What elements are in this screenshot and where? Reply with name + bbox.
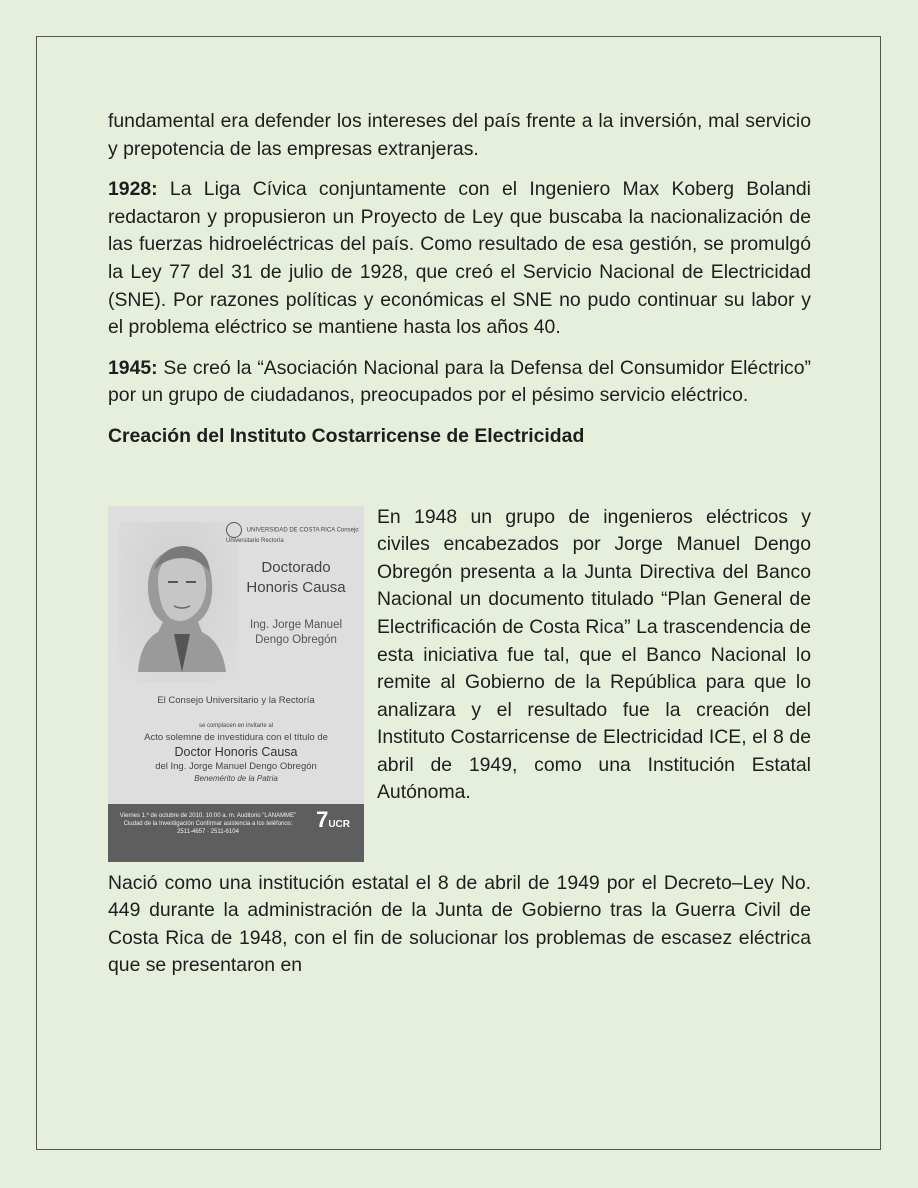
poster-line-4: Doctor Honoris Causa xyxy=(174,744,298,759)
paragraph-1948: En 1948 un grupo de ingenieros eléctricos y civiles encabezados por Jorge Manuel Dengo Obregón presenta a la Junta Directiva del Banco Nacional un documento titulado “Plan General de Electrificación de Costa Rica” La trascendencia de esta iniciativa fue tal, que el Banco Nacional lo remite al Gobierno de la República para que lo analizara y el resultado fue la creación del Instituto Costarricense de Electricidad ICE, el 8 de abril de 1949, como una Institución Estatal Autónoma. xyxy=(377,505,811,804)
paragraph-intro: fundamental era defender los intereses del país frente a la inversión, mal servicio y prepotencia de las empresas extranjeras. xyxy=(108,110,811,160)
poster-line-6: Benemérito de la Patria xyxy=(194,773,278,783)
section-with-image xyxy=(108,504,811,870)
document-body xyxy=(108,108,811,993)
paragraph-1945 xyxy=(108,355,811,410)
year-1928: 1928: xyxy=(108,178,158,201)
badge-text: UCR xyxy=(328,818,350,830)
university-seal-icon xyxy=(226,522,242,538)
year-1945: 1945: xyxy=(108,356,158,379)
poster-org: UNIVERSIDAD DE COSTA RICA xyxy=(246,527,335,534)
poster-line-5: del Ing. Jorge Manuel Dengo Obregón xyxy=(155,760,317,772)
badge-number: 7 xyxy=(316,806,329,832)
poster-line-2: se complacen en invitarle al xyxy=(198,722,274,729)
poster-footer xyxy=(108,804,364,862)
portrait-illustration xyxy=(118,522,238,682)
paragraph-1928 xyxy=(108,176,811,342)
invitation-poster-image xyxy=(108,506,364,862)
paragraph-1928-text: La Liga Cívica conjuntamente con el Ingeniero Max Koberg Bolandi redactaron y propusieron un Proyecto de Ley que buscaba la nacionalización de las fuerzas hidroeléctricas del país. Como resultado de esa gestión, se promulgó la Ley 77 del 31 de julio de 1928, que creó el Servicio Nacional de Electricidad (SNE). Por razones políticas y económicas el SNE no pudo continuar su labor y el problema eléctrico se mantiene hasta los años 40. xyxy=(108,178,811,339)
poster-footer-text: Viernes 1.º de octubre de 2010, 10:00 a. m. Auditorio "LANAMME" Ciudad de la Investigación Confirmar asistencia a los teléfonos: 2511-4657 · 2511-6104 xyxy=(119,812,297,835)
paragraph-1945-text: Se creó la “Asociación Nacional para la Defensa del Consumidor Eléctrico” por un grupo de ciudadanos, preocupados por el pésimo servicio eléctrico. xyxy=(108,356,811,407)
poster-header xyxy=(226,522,364,545)
poster-name: Ing. Jorge Manuel Dengo Obregón xyxy=(249,618,343,646)
poster-line-3: Acto solemne de investidura con el título de xyxy=(144,731,328,743)
section-heading: Creación del Instituto Costarricense de Electricidad xyxy=(108,424,585,447)
poster-title: Doctorado Honoris Causa xyxy=(246,558,346,596)
ucr-70-badge xyxy=(316,806,350,835)
paragraph-1949: Nació como una institución estatal el 8 de abril de 1949 por el Decreto–Ley No. 449 durante la administración de la Junta de Gobierno tras la Guerra Civil de Costa Rica de 1948, con el fin de solucionar los problemas de escasez eléctrica que se presentaron en xyxy=(108,871,811,977)
poster-body xyxy=(114,694,358,785)
poster-org2: Consejo Universitario Rectoría xyxy=(226,527,359,544)
poster-line-1: El Consejo Universitario y la Rectoría xyxy=(157,694,315,706)
